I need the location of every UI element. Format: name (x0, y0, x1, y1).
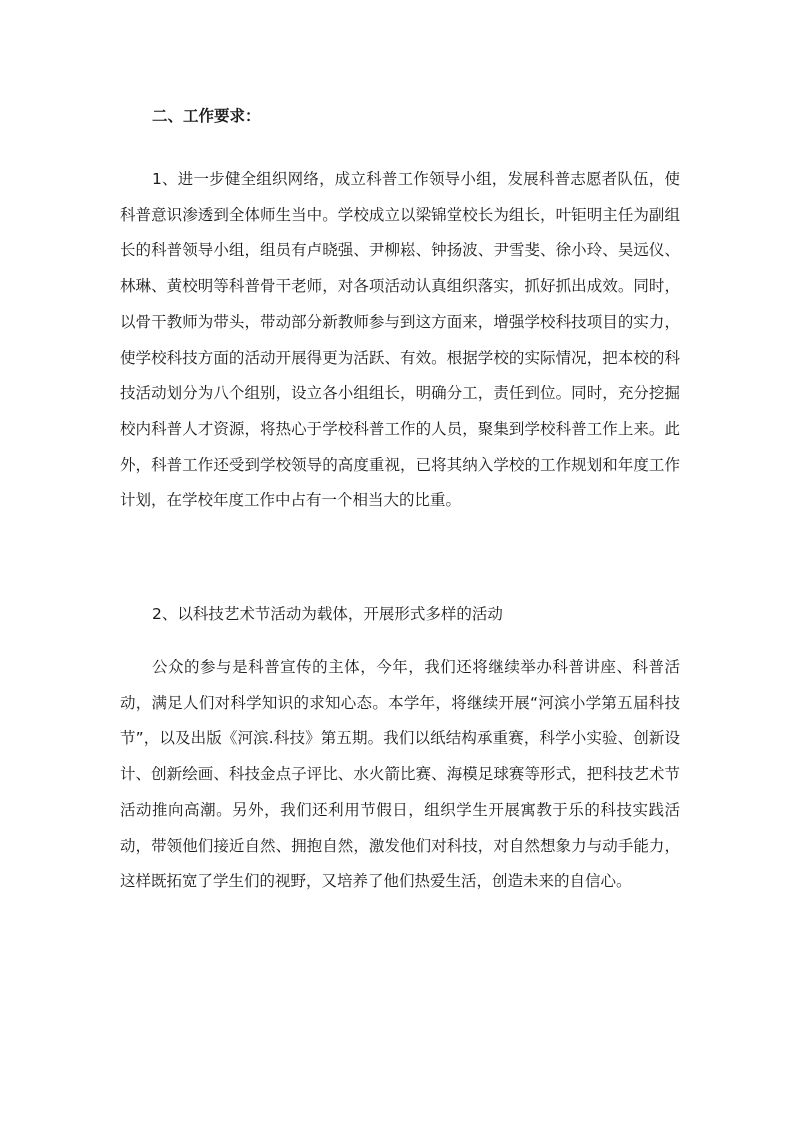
section-heading: 二、工作要求： (152, 107, 261, 125)
paragraph-subheading-activities: 2、以科技艺术节活动为载体，开展形式多样的活动 (152, 605, 503, 623)
paragraph-organization: 1、进一步健全组织网络，成立科普工作领导小组，发展科普志愿者队伍，使科普意识渗透到全体师生当中。学校成立以梁锦堂校长为组长，叶钜明主任为副组长的科普领导小组，组员有卢晓强、尹柳崧、钟扬波、尹雪斐、徐小玲、吴远仪、林琳、黄校明等科普骨干老师，对各项活动认真组织落实，抓好抓出成效。同时，以骨干教师为带头，带动部分新教师参与到这方面来，增强学校科技项目的实力，使学校科技方面的活动开展得更为活跃、有效。根据学校的实际情况，把本校的科技活动划分为八个组别，设立各小组组长，明确分工，责任到位。同时，充分挖掘校内科普人才资源，将热心于学校科普工作的人员，聚集到学校科普工作上来。此外，科普工作还受到学校领导的高度重视，已将其纳入学校的工作规划和年度工作计划，在学校年度工作中占有一个相当大的比重。 (120, 170, 680, 510)
paragraph-public-participation: 公众的参与是科普宣传的主体，今年，我们还将继续举办科普讲座、科普活动，满足人们对科学知识的求知心态。本学年，将继续开展“河滨小学第五届科技节”，以及出版《河滨.科技》第五期。我们以纸结构承重赛，科学小实验、创新设计、创新绘画、科技金点子评比、水火箭比赛、海模足球赛等形式，把科技艺术节活动推向高潮。另外，我们还利用节假日，组织学生开展寓教于乐的科技实践活动，带领他们接近自然、拥抱自然，激发他们对科技，对自然想象力与动手能力，这样既拓宽了学生们的视野，又培养了他们热爱生活，创造未来的自信心。 (120, 658, 680, 891)
